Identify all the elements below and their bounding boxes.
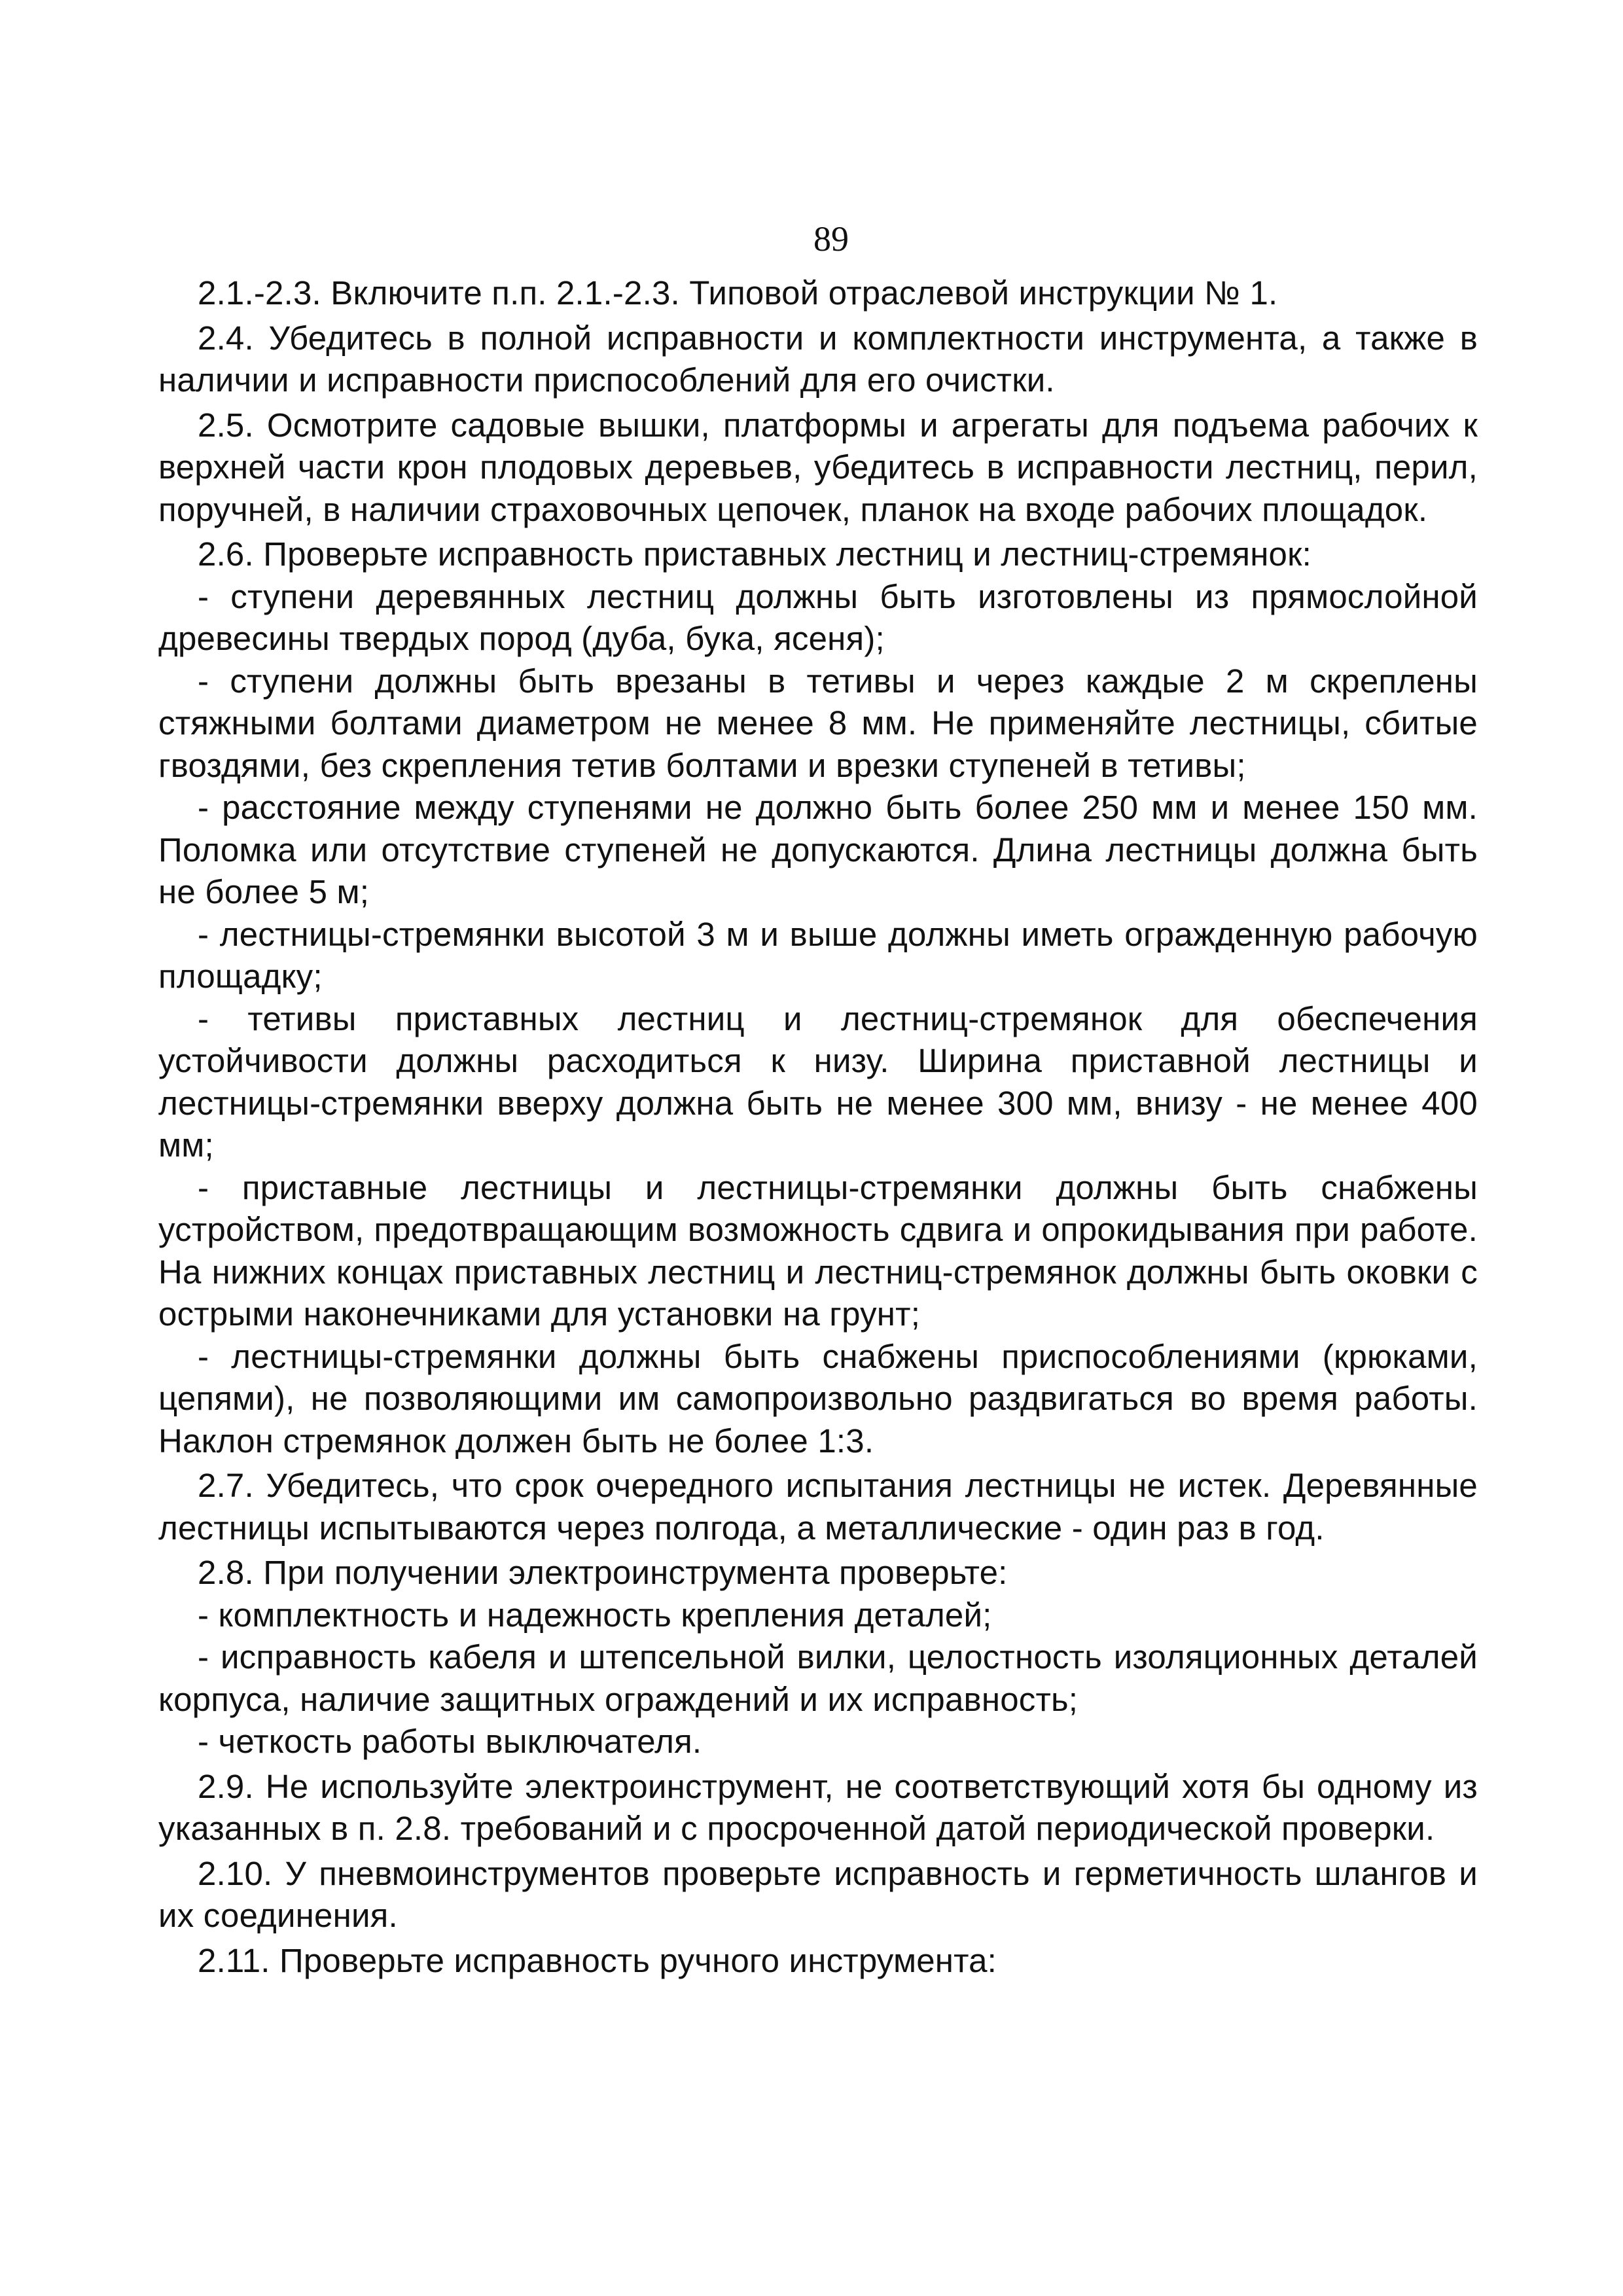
list-item-steps-wood: - ступени деревянных лестниц должны быть изготовлены из прямослойной древесины твердых пород (дуба, бука, ясеня);	[158, 577, 1478, 657]
document-body	[158, 272, 1478, 1982]
list-item-completeness: - комплектность и надежность крепления деталей;	[198, 1596, 992, 1634]
paragraph-2-11: 2.11. Проверьте исправность ручного инструмента:	[198, 1941, 997, 1979]
paragraph-2-5: 2.5. Осмотрите садовые вышки, платформы и агрегаты для подъема рабочих к верхней части крон плодовых деревьев, убедитесь в исправности лестниц, перил, поручней, в наличии страховочных цепочек, планок на входе рабочих площадок.	[158, 406, 1478, 528]
list-item-steps-bolts: - ступени должны быть врезаны в тетивы и через каждые 2 м скреплены стяжными болтами диаметром не менее 8 мм. Не применяйте лестницы, сбитые гвоздями, без скрепления тетив болтами и врезки ступеней в тетивы;	[158, 662, 1478, 784]
list-item-switch: - четкость работы выключателя.	[198, 1723, 702, 1760]
document-page	[158, 216, 1478, 1982]
paragraph-2-10: 2.10. У пневмоинструментов проверьте исправность и герметичность шлангов и их соединения.	[158, 1854, 1478, 1934]
list-item-step-distance: - расстояние между ступенями не должно быть более 250 мм и менее 150 мм. Поломка или отсутствие ступеней не допускаются. Длина лестницы должна быть не более 5 м;	[158, 789, 1478, 910]
list-item-hooks-chains: - лестницы-стремянки должны быть снабжены приспособлениями (крюками, цепями), не позволяющими им самопроизвольно раздвигаться во время работы. Наклон стремянок должен быть не более 1:3.	[158, 1337, 1478, 1460]
paragraph-2-4: 2.4. Убедитесь в полной исправности и комплектности инструмента, а также в наличии и исправности приспособлений для его очистки.	[158, 319, 1478, 399]
list-item-anti-slip: - приставные лестницы и лестницы-стремянки должны быть снабжены устройством, предотвращающим возможность сдвига и опрокидывания при работе. На нижних концах приставных лестниц и лестниц-стремянок должны быть оковки с острыми наконечниками для установки на грунт;	[158, 1168, 1478, 1333]
paragraph-2-6: 2.6. Проверьте исправность приставных лестниц и лестниц-стремянок:	[198, 535, 1312, 573]
list-item-stringers-width: - тетивы приставных лестниц и лестниц-стремянок для обеспечения устойчивости должны расходиться к низу. Ширина приставной лестницы и лестницы-стремянки вверху должна быть не менее 300 мм, внизу - не менее 400 мм;	[158, 999, 1478, 1164]
paragraph-2-1-2-3: 2.1.-2.3. Включите п.п. 2.1.-2.3. Типовой отраслевой инструкции № 1.	[198, 274, 1278, 312]
page-number: 89	[813, 219, 849, 259]
paragraph-2-8: 2.8. При получении электроинструмента проверьте:	[198, 1554, 1008, 1591]
list-item-cable-plug: - исправность кабеля и штепсельной вилки, целостность изоляционных деталей корпуса, наличие защитных ограждений и их исправность;	[158, 1638, 1478, 1718]
paragraph-2-7: 2.7. Убедитесь, что срок очередного испытания лестницы не истек. Деревянные лестницы испытываются через полгода, а металлические - один раз в год.	[158, 1467, 1478, 1547]
list-item-platform: - лестницы-стремянки высотой 3 м и выше должны иметь огражденную рабочую площадку;	[158, 915, 1478, 995]
paragraph-2-9: 2.9. Не используйте электроинструмент, не соответствующий хотя бы одному из указанных в п. 2.8. требований и с просроченной датой периодической проверки.	[158, 1767, 1478, 1847]
